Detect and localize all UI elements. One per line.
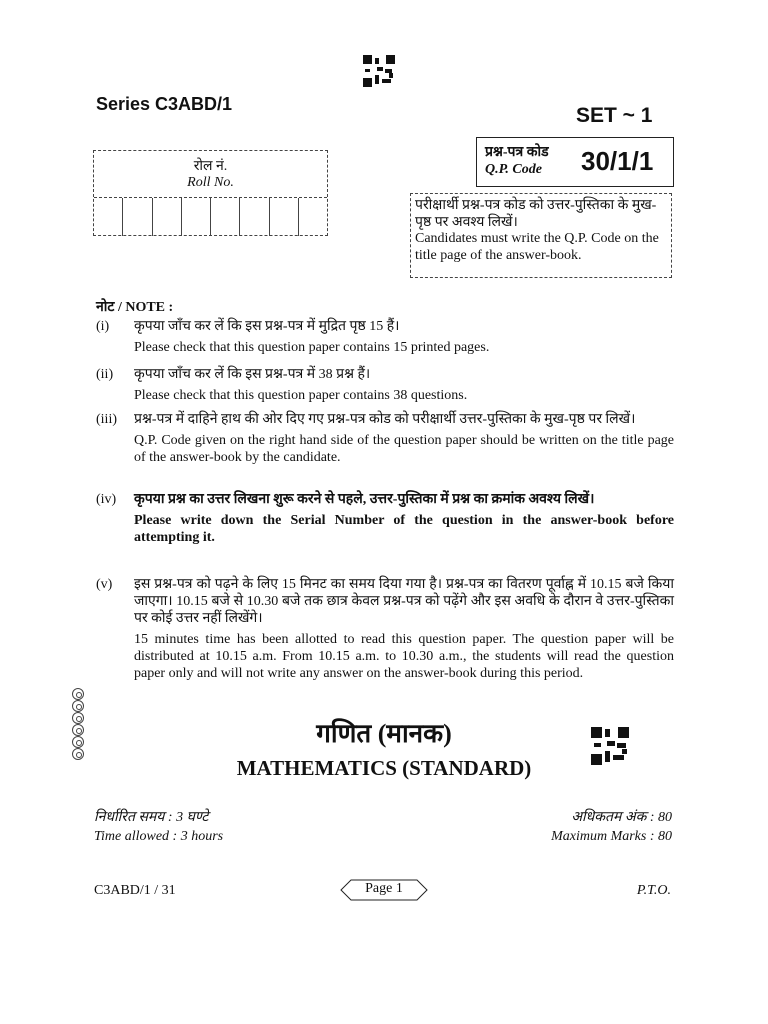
maximum-marks: Maximum Marks : 80 [551,829,672,844]
note-item-english: Please write down the Serial Number of the question in the answer-book before attempting it. [134,513,674,545]
roll-cell [153,198,182,236]
note-item-number: (iv) [96,492,117,507]
note-item-hindi: कृपया जाँच कर लें कि इस प्रश्न-पत्र में 38 प्रश्न हैं। [134,367,371,382]
qp-code-value: 30/1/1 [581,146,654,176]
roll-number-cells [94,197,327,236]
roll-cell [182,198,211,236]
note-item-english: Q.P. Code given on the right hand side of the question paper should be written on the title page of the answer-book by the candidate. [134,433,674,465]
note-item-hindi: कृपया जाँच कर लें कि इस प्रश्न-पत्र में मुद्रित पृष्ठ 15 हैं। [134,319,400,334]
note-item-text [134,318,674,356]
instruction-hindi: परीक्षार्थी प्रश्न-पत्र कोड को उत्तर-पुस्तिका के मुख-पृष्ठ पर अवश्य लिखें। [415,198,657,230]
roll-cell [270,198,299,236]
note-item-english: Please check that this question paper contains 15 printed pages. [134,340,490,355]
note-item-number: (iii) [96,412,117,427]
time-allowed-hindi: निर्धारित समय : 3 घण्टे [94,810,209,825]
note-item-1 [96,318,674,358]
page-number-badge [340,879,428,901]
note-item-number: (i) [96,319,110,334]
pto-label: P.T.O. [636,883,671,898]
instruction-english: Candidates must write the Q.P. Code on the title page of the answer-book. [415,231,659,263]
note-item-4 [96,491,674,569]
qp-code-box [476,137,674,187]
ring-mark [72,688,84,700]
roll-label: Roll No. [187,175,234,190]
qr-code-top [363,55,395,87]
note-item-2 [96,366,674,406]
roll-cell [211,198,240,236]
roll-label-hindi: रोल नं. [193,159,228,174]
subject-title-hindi: गणित (मानक) [316,719,452,748]
qr-code-subject [591,727,629,765]
set-label: SET ~ 1 [576,104,653,127]
time-allowed: Time allowed : 3 hours [94,829,224,844]
roll-cell [299,198,327,236]
qp-code-label: Q.P. Code [485,162,542,177]
roll-cell [123,198,152,236]
note-item-hindi: प्रश्न-पत्र में दाहिने हाथ की ओर दिए गए प्रश्न-पत्र कोड को परीक्षार्थी उत्तर-पुस्तिका के मुख-पृष्ठ पर लिखें। [134,412,636,427]
page-number: Page 1 [365,881,403,896]
note-item-3 [96,411,674,489]
note-item-english: Please check that this question paper contains 38 questions. [134,388,468,403]
footer-paper-code: C3ABD/1 / 31 [94,883,176,898]
qp-code-label-hindi: प्रश्न-पत्र कोड [485,145,549,160]
note-item-text [134,366,674,404]
maximum-marks-hindi: अधिकतम अंक : 80 [571,810,672,825]
note-item-text [134,491,674,546]
note-item-number: (v) [96,577,113,592]
note-item-text [134,576,674,682]
note-item-hindi: कृपया प्रश्न का उत्तर लिखना शुरू करने से पहले, उत्तर-पुस्तिका में प्रश्न का क्रमांक अवश्य लिखें। [134,492,595,507]
candidate-instruction-box [410,193,672,278]
note-heading: नोट / NOTE : [96,300,174,315]
note-item-english: 15 minutes time has been allotted to read this question paper. The question paper will be distributed at 10.15 a.m. From 10.15 a.m. to 10.30 a.m., the students will read the question paper only and will not write any answer on the answer-book during this period. [134,632,674,681]
series-label: Series C3ABD/1 [96,94,233,114]
roll-cell [94,198,123,236]
roll-number-box [93,150,328,236]
note-item-text [134,411,674,466]
subject-title: MATHEMATICS (STANDARD) [236,756,532,780]
note-item-hindi: इस प्रश्न-पत्र को पढ़ने के लिए 15 मिनट का समय दिया गया है। प्रश्न-पत्र का वितरण पूर्वाह्न में 10.15 बजे किया जाएगा। 10.15 बजे से 10.30 बजे तक छात्र केवल प्रश्न-पत्र को पढ़ेंगे और इस अवधि के दौरान वे उत्तर-पुस्तिका पर कोई उत्तर नहीं लिखेंगे। [134,577,674,626]
ring-mark [72,700,84,712]
note-item-number: (ii) [96,367,114,382]
note-item-5 [96,576,674,711]
roll-cell [240,198,269,236]
